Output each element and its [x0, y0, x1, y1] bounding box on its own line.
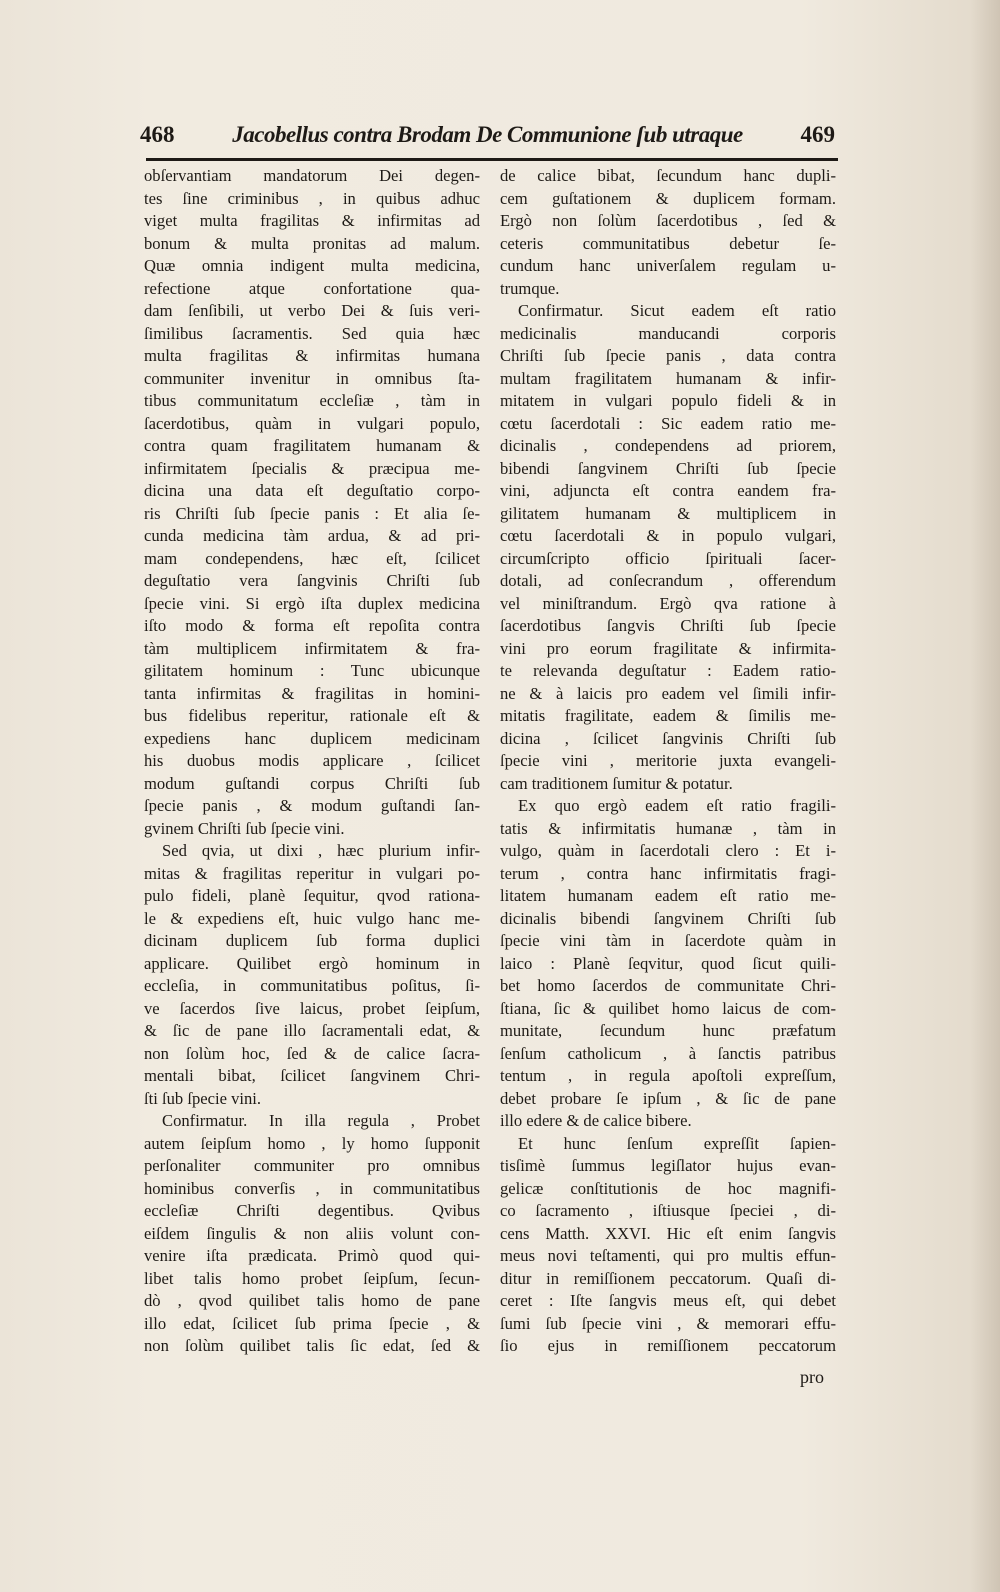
text-line: multa fragilitas & infirmitas humana: [144, 346, 480, 365]
text-line: hominibus converſis , in communitatibus: [144, 1178, 480, 1198]
text-line: ſacerdotibus ſangvis Chriſti ſub ſpecie: [500, 616, 836, 635]
text-line: dicinam duplicem ſub forma duplici: [144, 931, 480, 950]
text-line: gilitatem humanam & multiplicem in: [500, 503, 836, 523]
text-line: pulo fideli, planè ſequitur, qvod rationa-: [144, 886, 480, 905]
text-line: ceteris communitatibus debetur ſe-: [500, 233, 836, 253]
text-line: mitatem in vulgari populo fideli & in: [500, 391, 836, 410]
text-line: mam condependens, hæc eſt, ſcilicet: [144, 548, 480, 568]
text-line: modum guſtandi corpus Chriſti ſub: [144, 773, 480, 793]
text-line: vini, adjuncta eſt contra eandem fra-: [500, 481, 836, 500]
text-line: dicinalis bibendi ſangvinem Chriſti ſub: [500, 908, 836, 928]
text-line: tisſimè ſummus legiſlator hujus evan-: [500, 1156, 836, 1175]
text-line: tàm multiplicem infirmitatem & fra-: [144, 638, 480, 658]
text-line: le & expediens eſt, huic vulgo hanc me-: [144, 908, 480, 928]
text-line: expediens hanc duplicem medicinam: [144, 728, 480, 748]
text-line: ſumi ſub ſpecie vini , & memorari effu-: [500, 1313, 836, 1333]
text-line: cens Matth. XXVI. Hic eſt enim ſangvis: [500, 1223, 836, 1243]
text-line: non ſolùm quilibet talis ſic edat, ſed &: [144, 1336, 480, 1355]
text-line: ditur in remiſſionem peccatorum. Quaſi di-: [500, 1268, 836, 1288]
text-line: libet talis homo probet ſeipſum, ſecun-: [144, 1268, 480, 1288]
text-line: ne & à laicis pro eadem vel ſimili infir-: [500, 683, 836, 703]
text-line: dicinalis , condependens ad priorem,: [500, 436, 836, 455]
text-line: dò , qvod quilibet talis homo de pane: [144, 1291, 480, 1310]
text-line: tanta infirmitas & fragilitas in homini-: [144, 683, 480, 703]
text-line: cam traditionem ſumitur & potatur.: [500, 773, 733, 793]
text-line: refectione atque confortatione qua-: [144, 278, 480, 298]
text-line: illo edere & de calice bibere.: [500, 1111, 692, 1130]
text-line: medicinalis manducandi corporis: [500, 323, 836, 343]
running-title: Jacobellus contra Brodam De Communione ſub utraque: [232, 122, 743, 147]
text-line: debet probare ſe ipſum , & ſic de pane: [500, 1088, 836, 1108]
text-line: ſpecie vini tàm in ſacerdote quàm in: [500, 931, 836, 950]
text-line: co ſacramento , iſtiusque ſpeciei , di-: [500, 1201, 836, 1220]
text-line: tes ſine criminibus , in quibus adhuc: [144, 188, 480, 208]
text-line: bonum & multa pronitas ad malum.: [144, 233, 480, 253]
text-line: multam fragilitatem humanam & infir-: [500, 368, 836, 388]
text-line: obſervantiam mandatorum Dei degen-: [144, 166, 480, 185]
text-line: autem ſeipſum homo , ly homo ſupponit: [144, 1133, 480, 1153]
text-line: bet homo ſacerdos de communitate Chri-: [500, 976, 836, 995]
text-line: gvinem Chriſti ſub ſpecie vini.: [144, 818, 345, 838]
text-line: tibus communitatum eccleſiæ , tàm in: [144, 391, 480, 410]
text-line: communiter invenitur in omnibus ſta-: [144, 368, 480, 388]
catchword: pro: [800, 1367, 824, 1387]
text-line: & ſic de pane illo ſacramentali edat, &: [144, 1021, 480, 1040]
text-line: tentum , in regula apoſtoli expreſſum,: [500, 1066, 836, 1085]
text-line: infirmitatem ſpecialis & præcipua me-: [144, 458, 480, 478]
text-line: cundum hanc univerſalem regulam u-: [500, 256, 836, 275]
text-line: litatem humanam eadem eſt ratio me-: [500, 886, 836, 905]
text-line: gilitatem hominum : Tunc ubicunque: [144, 661, 480, 680]
text-line: vulgo, quàm in ſacerdotali clero : Et i-: [500, 841, 836, 860]
text-line: dam ſenſibili, ut verbo Dei & ſuis veri-: [144, 301, 480, 320]
text-line: meus novi teſtamenti, qui pro multis effun-: [500, 1246, 836, 1265]
text-line: eccleſia, in communitatibus poſitus, ſi-: [144, 976, 480, 995]
text-line: viget multa fragilitas & infirmitas ad: [144, 211, 480, 230]
text-line: ceret : Iſte ſangvis meus eſt, qui debet: [500, 1291, 836, 1310]
text-line: laico : Planè ſeqvitur, quod ſicut quili-: [500, 953, 836, 973]
text-line: deguſtatio vera ſangvinis Chriſti ſub: [144, 571, 480, 590]
text-line: ſtiana, ſic & quilibet homo laicus de com-: [500, 998, 836, 1018]
text-line: Quæ omnia indigent multa medicina,: [144, 256, 480, 275]
text-line: de calice bibat, ſecundum hanc dupli-: [500, 166, 836, 185]
text-line: ſio ejus in remiſſionem peccatorum: [500, 1336, 836, 1355]
left-column: [144, 165, 480, 1358]
text-line: ſpecie vini , meritorie juxta evangeli-: [500, 751, 836, 770]
text-line: cœtu ſacerdotali & in populo vulgari,: [500, 526, 836, 545]
text-line: vel miniſtrandum. Ergò qva ratione à: [500, 593, 836, 613]
text-line: Confirmatur. In illa regula , Probet: [162, 1111, 480, 1130]
text-line: ſenſum catholicum , à ſanctis patribus: [500, 1043, 836, 1063]
text-line: trumque.: [500, 278, 560, 298]
text-line: Et hunc ſenſum expreſſit ſapien-: [518, 1133, 836, 1153]
text-line: perſonaliter communiter pro omnibus: [144, 1156, 480, 1175]
text-line: Chriſti ſub ſpecie panis , data contra: [500, 346, 836, 365]
text-line: mitas & fragilitas reperitur in vulgari po-: [144, 863, 480, 883]
text-line: bus fidelibus reperitur, rationale eſt &: [144, 706, 480, 725]
text-line: vini pro eorum fragilitate & infirmita-: [500, 638, 836, 658]
text-line: circumſcripto officio ſpirituali ſacer-: [500, 548, 836, 568]
text-line: tatis & infirmitatis humanæ , tàm in: [500, 818, 836, 838]
text-line: ris Chriſti ſub ſpecie panis : Et alia ſe-: [144, 503, 480, 523]
text-line: ſpecie panis , & modum guſtandi ſan-: [144, 796, 480, 815]
text-line: contra quam fragilitatem humanam &: [144, 436, 480, 455]
text-line: bibendi ſangvinem Chriſti ſub ſpecie: [500, 458, 836, 478]
text-line: ſti ſub ſpecie vini.: [144, 1088, 262, 1108]
text-line: ſacerdotibus, quàm in vulgari populo,: [144, 413, 480, 433]
text-line: iſto modo & forma eſt repoſita contra: [144, 616, 480, 635]
right-column: [500, 165, 836, 1358]
text-line: dotali, ad conſecrandum , offerendum: [500, 571, 836, 590]
text-line: dicina , ſcilicet ſangvinis Chriſti ſub: [500, 728, 836, 748]
page-edge-shadow: [970, 0, 1000, 1592]
text-line: ve ſacerdos ſive laicus, probet ſeipſum,: [144, 998, 480, 1018]
header-rule: [146, 158, 838, 161]
text-line: ſpecie vini. Si ergò iſta duplex medicina: [144, 593, 480, 613]
page-number-right: 469: [800, 122, 835, 147]
text-line: ſimilibus ſacramentis. Sed quia hæc: [144, 323, 480, 343]
text-line: applicare. Quilibet ergò hominum in: [144, 953, 480, 973]
text-line: te relevanda deguſtatur : Eadem ratio-: [500, 661, 836, 680]
text-line: Sed qvia, ut dixi , hæc plurium infir-: [162, 841, 480, 860]
text-line: cunda medicina tàm ardua, & ad pri-: [144, 526, 480, 545]
text-line: cœtu ſacerdotali : Sic eadem ratio me-: [500, 413, 836, 433]
text-line: non ſolùm hoc, ſed & de calice ſacra-: [144, 1043, 480, 1063]
text-line: Ergò non ſolùm ſacerdotibus , ſed &: [500, 211, 836, 230]
text-line: his duobus modis applicare , ſcilicet: [144, 751, 480, 770]
running-head: [140, 122, 835, 156]
text-line: Confirmatur. Sicut eadem eſt ratio: [518, 301, 836, 320]
text-line: cem guſtationem & duplicem formam.: [500, 188, 836, 208]
text-line: mentali bibat, ſcilicet ſangvinem Chri-: [144, 1066, 480, 1085]
text-line: venire iſta prædicata. Primò quod qui-: [144, 1246, 480, 1265]
text-line: munitate, ſecundum hunc præfatum: [500, 1021, 836, 1040]
text-line: eiſdem ſingulis & non aliis volunt con-: [144, 1223, 480, 1243]
text-line: illo edat, ſcilicet ſub prima ſpecie , &: [144, 1313, 480, 1333]
text-line: terum , contra hanc infirmitatis fragi-: [500, 863, 836, 883]
text-line: eccleſiæ Chriſti degentibus. Qvibus: [144, 1201, 480, 1220]
text-line: dicina una data eſt deguſtatio corpo-: [144, 481, 480, 500]
page-number-left: 468: [140, 122, 175, 147]
text-line: mitatis fragilitate, eadem & ſimilis me-: [500, 706, 836, 725]
text-line: Ex quo ergò eadem eſt ratio fragili-: [518, 796, 836, 815]
text-line: gelicæ conſtitutionis de hoc magnifi-: [500, 1178, 836, 1198]
